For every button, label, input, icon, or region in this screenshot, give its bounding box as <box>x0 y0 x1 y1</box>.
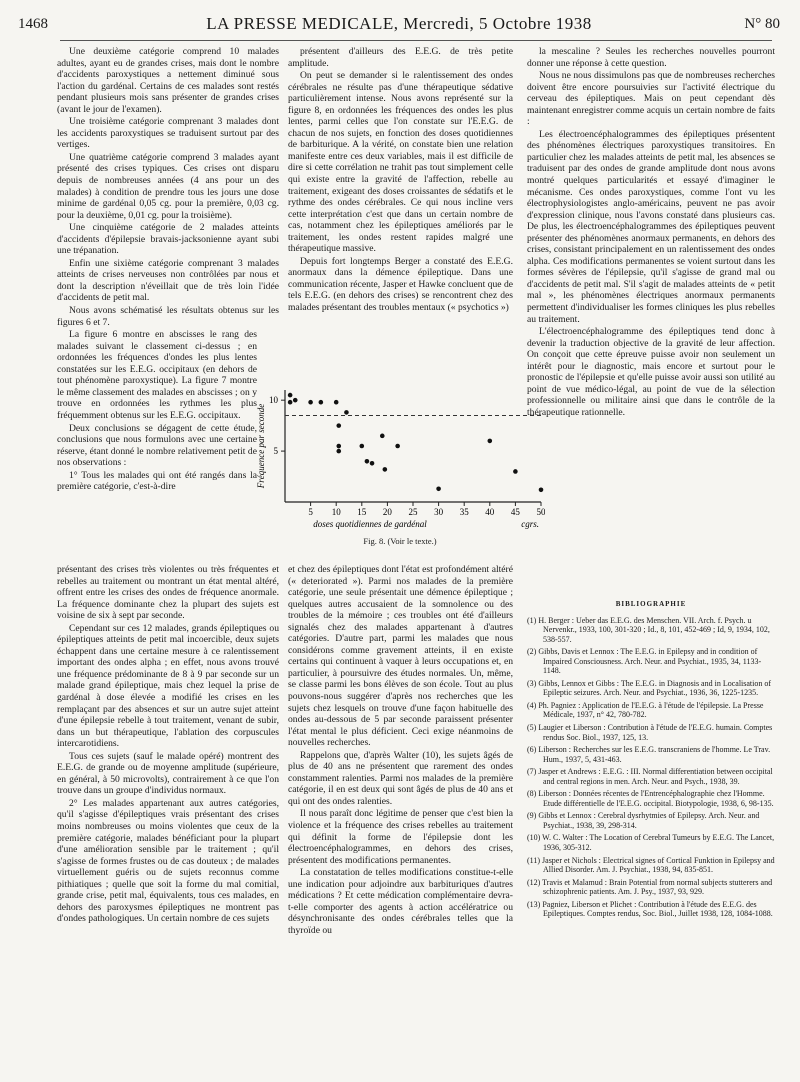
paragraph: Nous ne nous dissimulons pas que de nombreuses recherches doivent être encore poursuivies sur l'activité électrique du cerveau des épileptiques. Mais on peut cependant dès maintenant enregistrer comme acquis un certain nombre de faits : <box>527 70 775 128</box>
paragraph: Une deuxième catégorie comprend 10 malades adultes, ayant eu de grandes crises, mais dont le nombre d'accidents paroxystiques a nettement diminué sous l'action du gardénal. Certains de ces malades sont restés pendant plusieurs mois sans présenter de grandes crises (avant le jour de l'examen). <box>57 46 279 115</box>
x-tick-label: 45 <box>510 507 520 517</box>
data-point <box>336 444 341 449</box>
paragraph: Enfin une sixième catégorie comprenant 3 malades atteints de crises nerveuses non contrôlées par nous et dont la description n'éveillait que de très loin l'idée d'accidents de petit mal. <box>57 257 279 304</box>
bibliography-entry: (3) Gibbs, Lennox et Gibbs : The E.E.G. in Diagnosis and in Localisation of Epileptic seizures. Arch. Neur. and Psychiat., 1936, 36, 1225-1235. <box>527 678 772 698</box>
paragraph: Depuis fort longtemps Berger a constaté des E.E.G. anormaux dans la démence épileptique. Dans une communication récente, Jasper et Hawke concluent que de tels E.E.G. (en dehors des crises) se rencontrent chez des malades présentant des troubles mentaux (« psychotics ») <box>288 255 513 314</box>
x-tick-label: 40 <box>485 507 495 517</box>
data-point <box>319 400 324 405</box>
paragraph: la mescaline ? Seules les recherches nouvelles pourront donner une réponse à cette question. <box>527 46 775 69</box>
page-number: 1468 <box>18 16 48 32</box>
data-point <box>344 410 349 415</box>
bibliography-entry: (9) Gibbs et Lennox : Cerebral dysrhytmies of Epilepsy. Arch. Neur. and Psychiat., 1938, 39, 298-314. <box>527 811 760 830</box>
x-tick-label: 25 <box>408 507 418 517</box>
data-point <box>288 400 293 405</box>
scatter-chart <box>255 380 545 532</box>
data-point <box>539 487 544 492</box>
bibliography-entry: (5) Laugier et Liberson : Contribution à l'étude de l'E.E.G. humain. Comptes rendus Soc. Biol., 1937, 125, 13. <box>527 723 773 742</box>
paragraph: Tous ces sujets (sauf le malade opéré) montrent des E.E.G. de grande ou de moyenne amplitude (supérieure, en général, à 50 microvolts), contrairement à ce que l'on trouve dans un groupe d'individus normaux. <box>57 750 279 797</box>
x-tick-label: 5 <box>308 507 313 517</box>
figure-caption: Fig. 8. (Voir le texte.) <box>363 536 437 546</box>
data-point <box>380 434 385 439</box>
data-point <box>395 444 400 449</box>
bibliography <box>527 600 775 922</box>
bibliography-entry: (8) Liberson : Données récentes de l'Entrencéphalographie chez l'Homme. Etude différentielle de l'E.E.G. occipital. Biotypologie, 1938, 6, 98-135. <box>527 789 774 808</box>
paragraph: Nous avons schématisé les résultats obtenus sur les figures 6 et 7. <box>57 305 279 328</box>
x-tick-label: 30 <box>434 507 444 517</box>
paragraph: présentant des crises très violentes ou très fréquentes et rebelles au traitement ou montrant un état mental altéré, offrent entre les crises des ondes de fréquence anormale. La fréquence dominante chez la plupart des sujets est voisine de six à sept par seconde. <box>57 564 279 622</box>
y-tick-label: 10 <box>269 395 278 406</box>
bibliography-entry: (2) Gibbs, Davis et Lennox : The E.E.G. in Epilepsy and in condition of Impaired Consciousness. Arch. Neur. and Psychiat., 1935, 34, 1133-1148. <box>527 647 762 676</box>
paragraph: Cependant sur ces 12 malades, grands épileptiques ou épileptiques atteints de petit mal incoercible, deux sujets échappent dans une certaine mesure à ce ralentissement important des ondes alpha ; en effet, nous avons trouvé une fréquence prédominante de 8 à 9 par seconde sur un malade grand épileptique, mais chez lequel la prise de gardénal à dose élevée a modifié les crises en les remplaçant par des absences et sur un autre sujet atteint d'une épilepsie rebelle à tout traitement, venant de subir, dans un but thérapeutique, l'ablation des corpuscules intercarotidiens. <box>57 622 279 750</box>
paragraph: 1° Tous les malades qui ont été rangés dans la première catégorie, c'est-à-dire <box>57 469 257 493</box>
data-point <box>308 400 313 405</box>
bibliography-entry: (11) Jasper et Nichols : Electrical signes of Cortical Funktion in Epilepsy and Allied Disorder. Am. J. Psychiat., 1938, 94, 835-851. <box>527 855 775 875</box>
bibliography-entry: (10) W. C. Walter : The Location of Cerebral Tumeurs by E.E.G. The Lancet, 1936, 305-312. <box>527 833 775 853</box>
data-point <box>336 423 341 428</box>
y-axis-label: Fréquence par seconde <box>256 403 266 489</box>
bibliography-heading: BIBLIOGRAPHIE <box>615 600 687 608</box>
y-tick-label: 5 <box>273 446 278 457</box>
data-point <box>293 398 298 403</box>
paragraph: L'électroencéphalogramme des épileptiques tend donc à devenir la traduction objective de la gravité de leur affection. On conçoit que cette épreuve puisse avoir non seulement un intérêt pour le diagnostic, mais encore et surtout pour le pronostic de l'épilepsie et qu'elle puisse avoir aussi son utilité au point de vue médico-légal, au point de vue de la sélection professionnelle ou militaire ainsi que dans le contrôle de la thérapeutique rationnelle. <box>527 326 775 418</box>
x-axis-unit: cgrs. <box>521 519 539 529</box>
bibliography-entry: (13) Pagniez, Liberson et Plichet : Contribution à l'étude des E.E.G. des Epileptiques. Comptes rendus, Soc. Biol., Juillet 1938, 128, 1084-1088. <box>527 899 773 919</box>
bibliography-entry: (7) Jasper et Andrews : E.E.G. : III. Normal differentiation between occipital and central regions in men. Arch. Neur. and Psych., 1938, 39. <box>527 767 773 786</box>
data-point <box>360 444 365 449</box>
column-2-top <box>288 46 513 315</box>
bibliography-entry: (1) H. Berger : Ueber das E.E.G. des Menschen. VII. Arch. f. Psych. u Nervenkr., 1933, 100, 301-320 ; Id., 8, 101, 452-469 ; Id, 9, 1934, 102, 538-557. <box>527 615 770 644</box>
figure-wrap-text <box>57 329 257 493</box>
paragraph: Une quatrième catégorie comprend 3 malades ayant présenté des crises typiques. Ces crises ont disparu depuis de nombreuses années (4 ans pour un des malades) à condition de prendre tous les jours une dose minime de gardénal 0,05 cg. pour la première, 0,03 cg. pour la deuxième, 0,01 cg. pour la troisième). <box>57 151 279 221</box>
paragraph: La figure 6 montre en abscisses le rang des malades suivant le classement ci-dessus ; en ordonnées les fréquences d'ondes les plus lentes constatées sur les E.E.G. occipitaux (en dehors de tout phénomène paroxystique). La figure 7 montre le même classement des malades en abscisses ; on y trouve en ordonnées les rythmes les plus fréquemment obtenus sur les E.E.G. occipitaux. <box>57 329 257 421</box>
paragraph: Deux conclusions se dégagent de cette étude, conclusions que nous formulons avec une certaine réserve, étant donné le nombre relativement petit de nos observations : <box>57 422 257 469</box>
column-1-top <box>57 46 279 494</box>
data-point <box>370 461 375 466</box>
x-axis-label: doses quotidiennes de gardénal <box>313 519 427 529</box>
bibliography-entry: (12) Travis et Malamud : Brain Potential from normal subjects stutterers and schizophrenic patients. Am. J. Psy., 1937, 93, 929. <box>527 877 773 897</box>
data-point <box>334 400 339 405</box>
paragraph: Il nous paraît donc légitime de penser que c'est bien la violence et la fréquence des crises rebelles au traitement qui définit la forme de l'épilepsie dont les électroencéphalogrammes, en dehors des crises, présentent des modifications permanentes. <box>288 808 513 866</box>
data-point <box>336 449 341 454</box>
data-point <box>488 439 493 444</box>
figure-8 <box>255 380 545 550</box>
issue-number: N° 80 <box>744 16 780 32</box>
paragraph: Les électroencéphalogrammes des épileptiques présentent des phénomènes électriques paroxystiques transitoires. En particulier chez les malades atteints de petit mal, les absences se traduisent par des ondes de grande amplitude dont nous avons montré quelques particularités et essayé d'imaginer le mécanisme. Ces ondes paroxystiques, comme l'ont vu les électrophysiologistes anglo-américains, peuvent ne pas avoir d'expression clinique, nous l'avons constaté dans plusieurs cas. De plus, les électroencéphalogrammes des épileptiques peuvent présenter des phénomènes anormaux permanents, en dehors des crises, consistant principalement en un ralentissement des ondes alpha. Ces modifications permanentes se voient surtout dans les formes sévères de l'épilepsie, qu'il s'agisse de grand mal ou d'accidents de petit mal. S'il s'agit de malades atteints de « petit mal », les phénomènes électriques anormaux permanents permettent d'individualiser les formes cliniques les plus rebelles au traitement. <box>527 128 775 325</box>
data-point <box>288 393 293 398</box>
bibliography-entry: (6) Liberson : Recherches sur les E.E.G. transcraniens de l'homme. Le Trav. Hum., 1937, 5, 431-463. <box>527 745 771 764</box>
data-point <box>436 486 441 491</box>
paragraph: La constatation de telles modifications constitue-t-elle une indication pour adjoindre aux barbituriques d'autres médications ? Et cette médication complémentaire devra-t-elle comporter des agents à action accélératrice ou désynchronisante des ondes cérébrales telles que la thyroïde ou <box>288 867 513 936</box>
x-tick-label: 15 <box>357 507 367 517</box>
journal-title: LA PRESSE MEDICALE, Mercredi, 5 Octobre 1938 <box>206 14 592 33</box>
data-point <box>383 467 388 472</box>
paragraph: On peut se demander si le ralentissement des ondes cérébrales ne résulte pas d'une thérapeutique sédative particulièrement intense. Nous avons représenté sur la figure 8, en ordonnées les fréquences des ondes les plus lentes, parmi celles que l'on constate sur l'E.E.G. de chacun de nos sujets, en fonction des doses quotidiennes de barbiturique. A la vérité, on constate bien une relation manifeste entre ces deux variables, mais il est difficile de dire si cette corrélation ne trahit pas tout simplement celle qui existe entre la gravité de l'affection, rebelle au traitement, exigeant des doses croissantes de sédatifs et le rythme des ondes cérébrales. Ce qui nous incline vers cette interprétation c'est que dans un certain nombre de cas, notamment chez les épileptiques améliorés par le traitement, les ondes restent rapides malgré une thérapeutique massive. <box>288 70 513 255</box>
x-tick-label: 35 <box>459 507 469 517</box>
x-tick-label: 20 <box>382 507 392 517</box>
x-tick-label: 50 <box>536 507 545 517</box>
paragraph: Une cinquième catégorie de 2 malades atteints d'accidents d'épilepsie bravais-jacksonienne ayant subi une trépanation. <box>57 222 279 257</box>
paragraph: et chez des épileptiques dont l'état est profondément altéré (« deteriorated »). Parmi nos malades de la première catégorie, une seule présentait une démence épileptique ; quelques autres accusaient de la somnolence ou des troubles de la mémoire ; ces troubles ont été d'ailleurs signalés chez des malades appartenant à d'autres catégories. D'autre part, parmi les malades que nous considérons comme gravement atteints, il en existe certains qui continuent à vaquer à leurs occupations et, en particulier, à poursuivre des études normales. Un, même, se classe parmi les bons élèves de son école. Tout au plus pouvons-nous suggérer d'après nos recherches que les sujets chez lesquels on trouve d'une façon habituelle des ondes au-dessous de 5 par seconde paraissent présenter l'état mental le plus déficient. Ceci exige néanmoins de nouvelles recherches. <box>288 564 513 749</box>
column-3-top <box>527 46 775 420</box>
bibliography-entry: (4) Ph. Pagniez : Application de l'E.E.G. à l'étude de l'épilepsie. La Presse Médicale, 1937, n° 42, 780-782. <box>527 700 764 720</box>
column-1-bottom <box>57 564 279 926</box>
data-point <box>513 469 518 474</box>
header-rule <box>60 40 772 41</box>
x-tick-label: 10 <box>331 507 341 517</box>
paragraph: 2° Les malades appartenant aux autres catégories, qu'il s'agisse d'épileptiques vrais présentant des crises moins nombreuses ou moins violentes que ceux de la première catégorie, malades bénéficiant pour la plupart d'une amélioration sensible par le traitement ; qu'il s'agisse de formes frustes ou de cas douteux ; de malades virtuellement guéris ou de sujets reconnus comme pithiatiques ; quelle que soit la forme du mal comitial, grande crise, petit mal, équivalents, tous ces malades, en dehors des paroxysmes épileptiques ne montrent pas d'ondes pathologiques. Un certain nombre de ces sujets <box>57 797 279 925</box>
data-point <box>365 459 370 464</box>
paragraph: Une troisième catégorie comprenant 3 malades dont les accidents paroxystiques se traduisent surtout par des vertiges. <box>57 116 279 151</box>
paragraph: présentent d'ailleurs des E.E.G. de très petite amplitude. <box>288 46 513 69</box>
running-header <box>18 14 780 40</box>
paragraph: Rappelons que, d'après Walter (10), les sujets âgés de plus de 40 ans ne présentent que rarement des ondes constamment ralenties. Parmi nos malades de la première catégorie, il en est deux qui sont âgés de plus de 40 ans et qui ont des ondes ralenties. <box>288 749 513 807</box>
column-2-bottom <box>288 564 513 938</box>
